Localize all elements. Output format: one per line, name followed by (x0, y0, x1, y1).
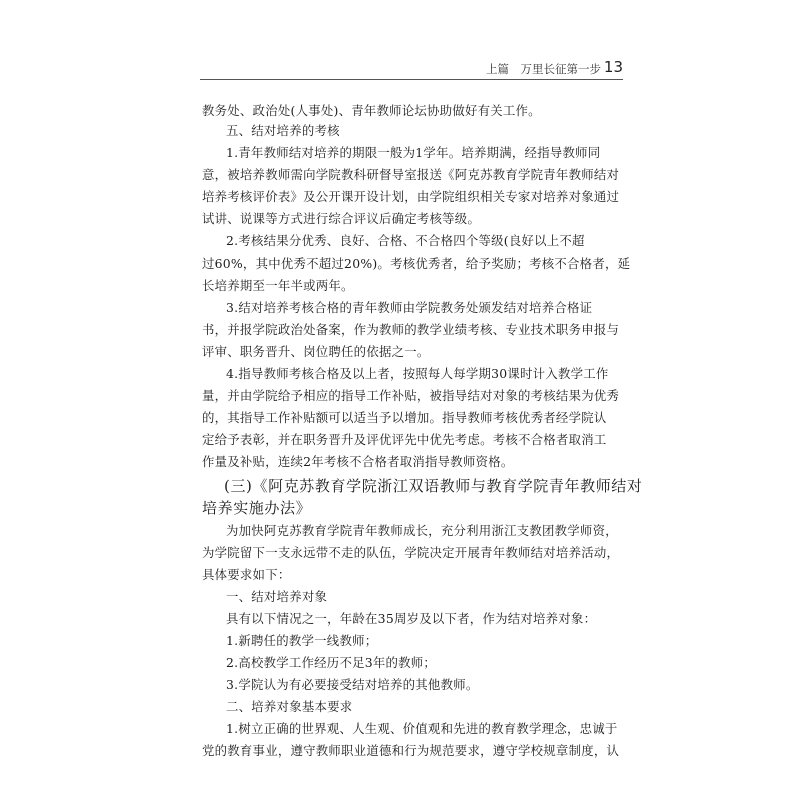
section-heading: 二、培养对象基本要求 (226, 699, 353, 714)
text-line: 教务处、政治处(人事处)、青年教师论坛协助做好有关工作。 (202, 103, 541, 118)
text-line: 长培养期至一年半或两年。 (202, 278, 354, 293)
text-line: 意，被培养教师需向学院教科研督导室报送《阿克苏教育学院青年教师结对 (202, 167, 620, 182)
text-line: 为学院留下一支永远带不走的队伍，学院决定开展青年教师结对培养活动， (202, 545, 620, 560)
subsection-heading-cont: 培养实施办法》 (202, 499, 312, 517)
list-item: 1.新聘任的教学一线教师； (226, 633, 378, 648)
text-line: 1.树立正确的世界观、人生观、价值观和先进的教育教学理念，忠诚于 (226, 721, 618, 736)
text-line: 4.指导教师考核合格及以上者，按照每人每学期30课时计入教学工作 (226, 366, 609, 381)
text-line: 试讲、说课等方式进行综合评议后确定考核等级。 (202, 211, 481, 226)
text-line: 书，并报学院政治处备案，作为教师的教学业绩考核、专业技术职务申报与 (202, 322, 620, 337)
text-line: 2.考核结果分优秀、良好、合格、不合格四个等级(良好以上不超 (226, 233, 585, 248)
text-line: 量，并由学院给予相应的指导工作补贴，被指导结对对象的考核结果为优秀 (202, 388, 620, 403)
text-line: 作量及补贴，连续2年考核不合格者取消指导教师资格。 (202, 454, 514, 469)
page-number: 13 (603, 58, 623, 76)
text-line: 培养考核评价表》及公开课开设计划，由学院组织相关专家对培养对象通过 (202, 189, 620, 204)
text-line: 定给予表彰，并在职务晋升及评优评先中优先考虑。考核不合格者取消工 (202, 432, 607, 447)
header-rule (200, 79, 623, 80)
text-line: 3.结对培养考核合格的青年教师由学院教务处颁发结对培养合格证 (226, 300, 593, 315)
section-heading: 五、结对培养的考核 (226, 123, 340, 138)
text-line: 党的教育事业，遵守教师职业道德和行为规范要求，遵守学校规章制度，认 (202, 743, 620, 758)
text-line: 过60%，其中优秀不超过20%)。考核优秀者，给予奖励；考核不合格者，延 (202, 256, 631, 271)
text-line: 的，其指导工作补贴额可以适当予以增加。指导教师考核优秀者经学院认 (202, 410, 607, 425)
text-line: 评审、职务晋升、岗位聘任的依据之一。 (202, 344, 430, 359)
text-line: 为加快阿克苏教育学院青年教师成长，充分利用浙江支教团教学师资， (226, 523, 618, 538)
text-line: 1.青年教师结对培养的期限一般为1学年。培养期满，经指导教师同 (226, 145, 601, 160)
list-item: 3.学院认为有必要接受结对培养的其他教师。 (226, 677, 479, 692)
running-title: 上篇 万里长征第一步 (486, 62, 601, 76)
text-line: 具有以下情况之一，年龄在35周岁及以下者，作为结对培养对象： (226, 611, 597, 626)
text-line: 具体要求如下： (202, 567, 291, 582)
subsection-heading: (三)《阿克苏教育学院浙江双语教师与教育学院青年教师结对 (224, 477, 643, 495)
running-header (200, 58, 623, 78)
list-item: 2.高校教学工作经历不足3年的教师； (226, 655, 437, 670)
section-heading: 一、结对培养对象 (226, 589, 328, 604)
